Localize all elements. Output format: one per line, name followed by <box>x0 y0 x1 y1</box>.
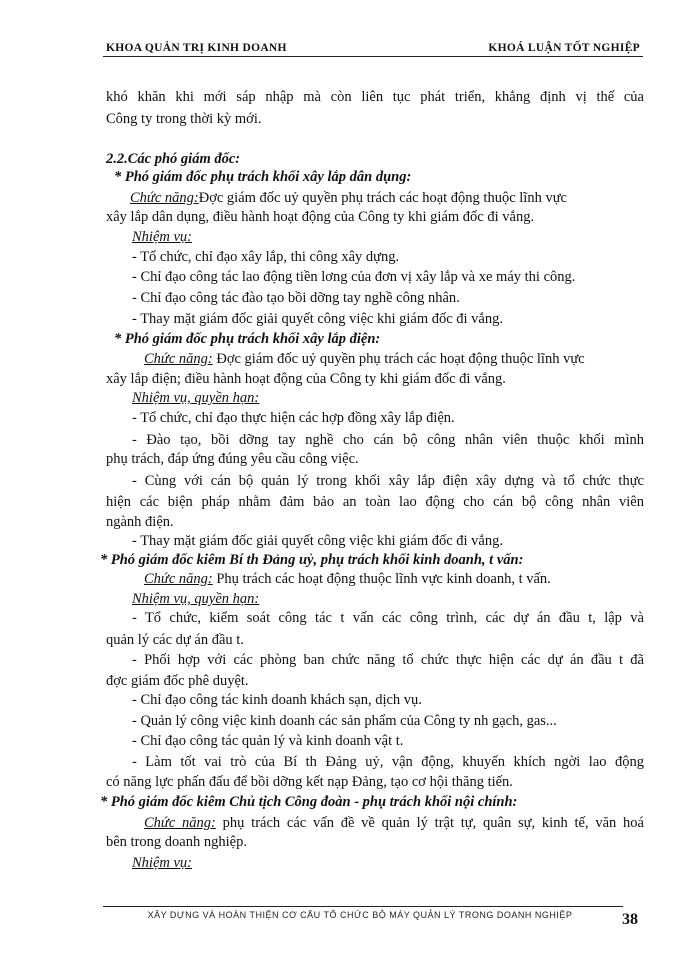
paragraph-line: xây lắp dân dụng, điều hành hoạt động của Công ty khi giám đốc đi vắng. <box>106 209 535 225</box>
paragraph-line: hiện các biện pháp nhằm đảm bảo an toàn lao động cho cán bộ công nhân viên <box>106 494 644 510</box>
function-label: Chức năng: <box>130 190 199 206</box>
subsection-heading: * Phó giám đốc phụ trách khối xây lắp điện: <box>114 331 381 347</box>
bullet-item: - Chỉ đạo công tác quản lý và kinh doanh vật t. <box>132 733 404 749</box>
function-line <box>144 814 644 832</box>
paragraph-line: có năng lực phấn đấu để bồi dỡng kết nạp Đảng, tạo cơ hội thăng tiến. <box>106 774 513 790</box>
function-text: Phụ trách các hoạt động thuộc lĩnh vực kinh doanh, t vấn. <box>212 571 551 587</box>
footer-title: XÂY DỰNG VÀ HOÀN THIỆN CƠ CẤU TỔ CHỨC BỘ MÁY QUẢN LÝ TRONG DOANH NGHIỆP <box>147 910 573 920</box>
paragraph-line: quản lý các dự án đầu t. <box>106 632 244 648</box>
subsection-heading: * Phó giám đốc kiêm Chủ tịch Công đoàn - phụ trách khối nội chính: <box>100 794 518 810</box>
paragraph-line: ngành điện. <box>106 514 174 530</box>
duties-label: Nhiệm vụ, quyền hạn: <box>132 390 260 406</box>
bullet-item: - Tổ chức, chỉ đạo xây lắp, thi công xây dựng. <box>132 249 400 265</box>
bullet-item: - Thay mặt giám đốc giải quyết công việc khi giám đốc đi vắng. <box>132 311 503 327</box>
bullet-item: - Phối hợp với các phòng ban chức năng tổ chức thực hiện các dự án đầu t đã <box>132 652 644 668</box>
function-label: Chức năng: <box>144 351 213 367</box>
duties-label: Nhiệm vụ, quyền hạn: <box>132 591 260 607</box>
function-label: Chức năng: <box>144 571 213 587</box>
bullet-item: - Quản lý công việc kinh doanh các sản phẩm của Công ty nh gạch, gas... <box>132 713 557 729</box>
paragraph-line: đợc giám đốc phê duyệt. <box>106 673 249 689</box>
header-left: KHOA QUẢN TRỊ KINH DOANH <box>106 42 287 54</box>
section-heading: 2.2.Các phó giám đốc: <box>106 151 241 167</box>
bullet-item: - Cùng với cán bộ quản lý trong khối xây lắp điện xây dựng và tổ chức thực <box>132 473 644 489</box>
bullet-item: - Đào tạo, bồi dỡng tay nghề cho cán bộ công nhân viên thuộc khối mình <box>132 432 644 448</box>
function-text: Đợc giám đốc uỷ quyền phụ trách các hoạt động thuộc lĩnh vực <box>198 190 567 206</box>
footer-divider <box>103 906 623 907</box>
function-text: Đợc giám đốc uỷ quyền phụ trách các hoạt động thuộc lĩnh vực <box>212 351 585 367</box>
paragraph-line: Công ty trong thời kỳ mới. <box>106 111 262 127</box>
bullet-item: - Thay mặt giám đốc giải quyết công việc khi giám đốc đi vắng. <box>132 533 503 549</box>
bullet-item: - Làm tốt vai trò của Bí th Đảng uỷ, vận động, khuyến khích ngời lao động <box>132 754 644 770</box>
function-line <box>130 189 644 207</box>
header-divider <box>103 56 643 57</box>
paragraph-line: khó khăn khi mới sáp nhập mà còn liên tục phát triển, khẳng định vị thế của <box>106 89 644 105</box>
function-label: Chức năng: <box>144 815 216 831</box>
duties-label: Nhiệm vụ: <box>132 855 192 871</box>
paragraph-line: xây lắp điện; điều hành hoạt động của Công ty khi giám đốc đi vắng. <box>106 371 506 387</box>
header-right: KHOÁ LUẬN TỐT NGHIỆP <box>488 42 640 54</box>
bullet-item: - Tổ chức, kiểm soát công tác t vấn các công trình, các dự án đầu t, lập và <box>132 610 644 626</box>
bullet-item: - Chỉ đạo công tác đào tạo bồi dỡng tay nghề công nhân. <box>132 290 460 306</box>
subsection-heading: * Phó giám đốc phụ trách khối xây lắp dân dụng: <box>114 169 412 185</box>
paragraph-line: phụ trách, đáp ứng đúng yêu cầu công việc. <box>106 451 359 467</box>
function-line <box>144 570 644 588</box>
page-number: 38 <box>622 911 638 928</box>
bullet-item: - Chỉ đạo công tác lao động tiền lơng của đơn vị xây lắp và xe máy thi công. <box>132 269 576 285</box>
function-text: phụ trách các vấn đề về quản lý trật tự, quân sự, kinh tế, văn hoá <box>215 815 644 831</box>
function-line <box>144 350 644 368</box>
bullet-item: - Tổ chức, chỉ đạo thực hiện các hợp đồng xây lắp điện. <box>132 410 455 426</box>
subsection-heading: * Phó giám đốc kiêm Bí th Đảng uỷ, phụ trách khối kinh doanh, t vấn: <box>100 552 524 568</box>
paragraph-line: bên trong doanh nghiệp. <box>106 834 247 850</box>
bullet-item: - Chỉ đạo công tác kinh doanh khách sạn, dịch vụ. <box>132 692 422 708</box>
duties-label: Nhiệm vụ: <box>132 229 192 245</box>
